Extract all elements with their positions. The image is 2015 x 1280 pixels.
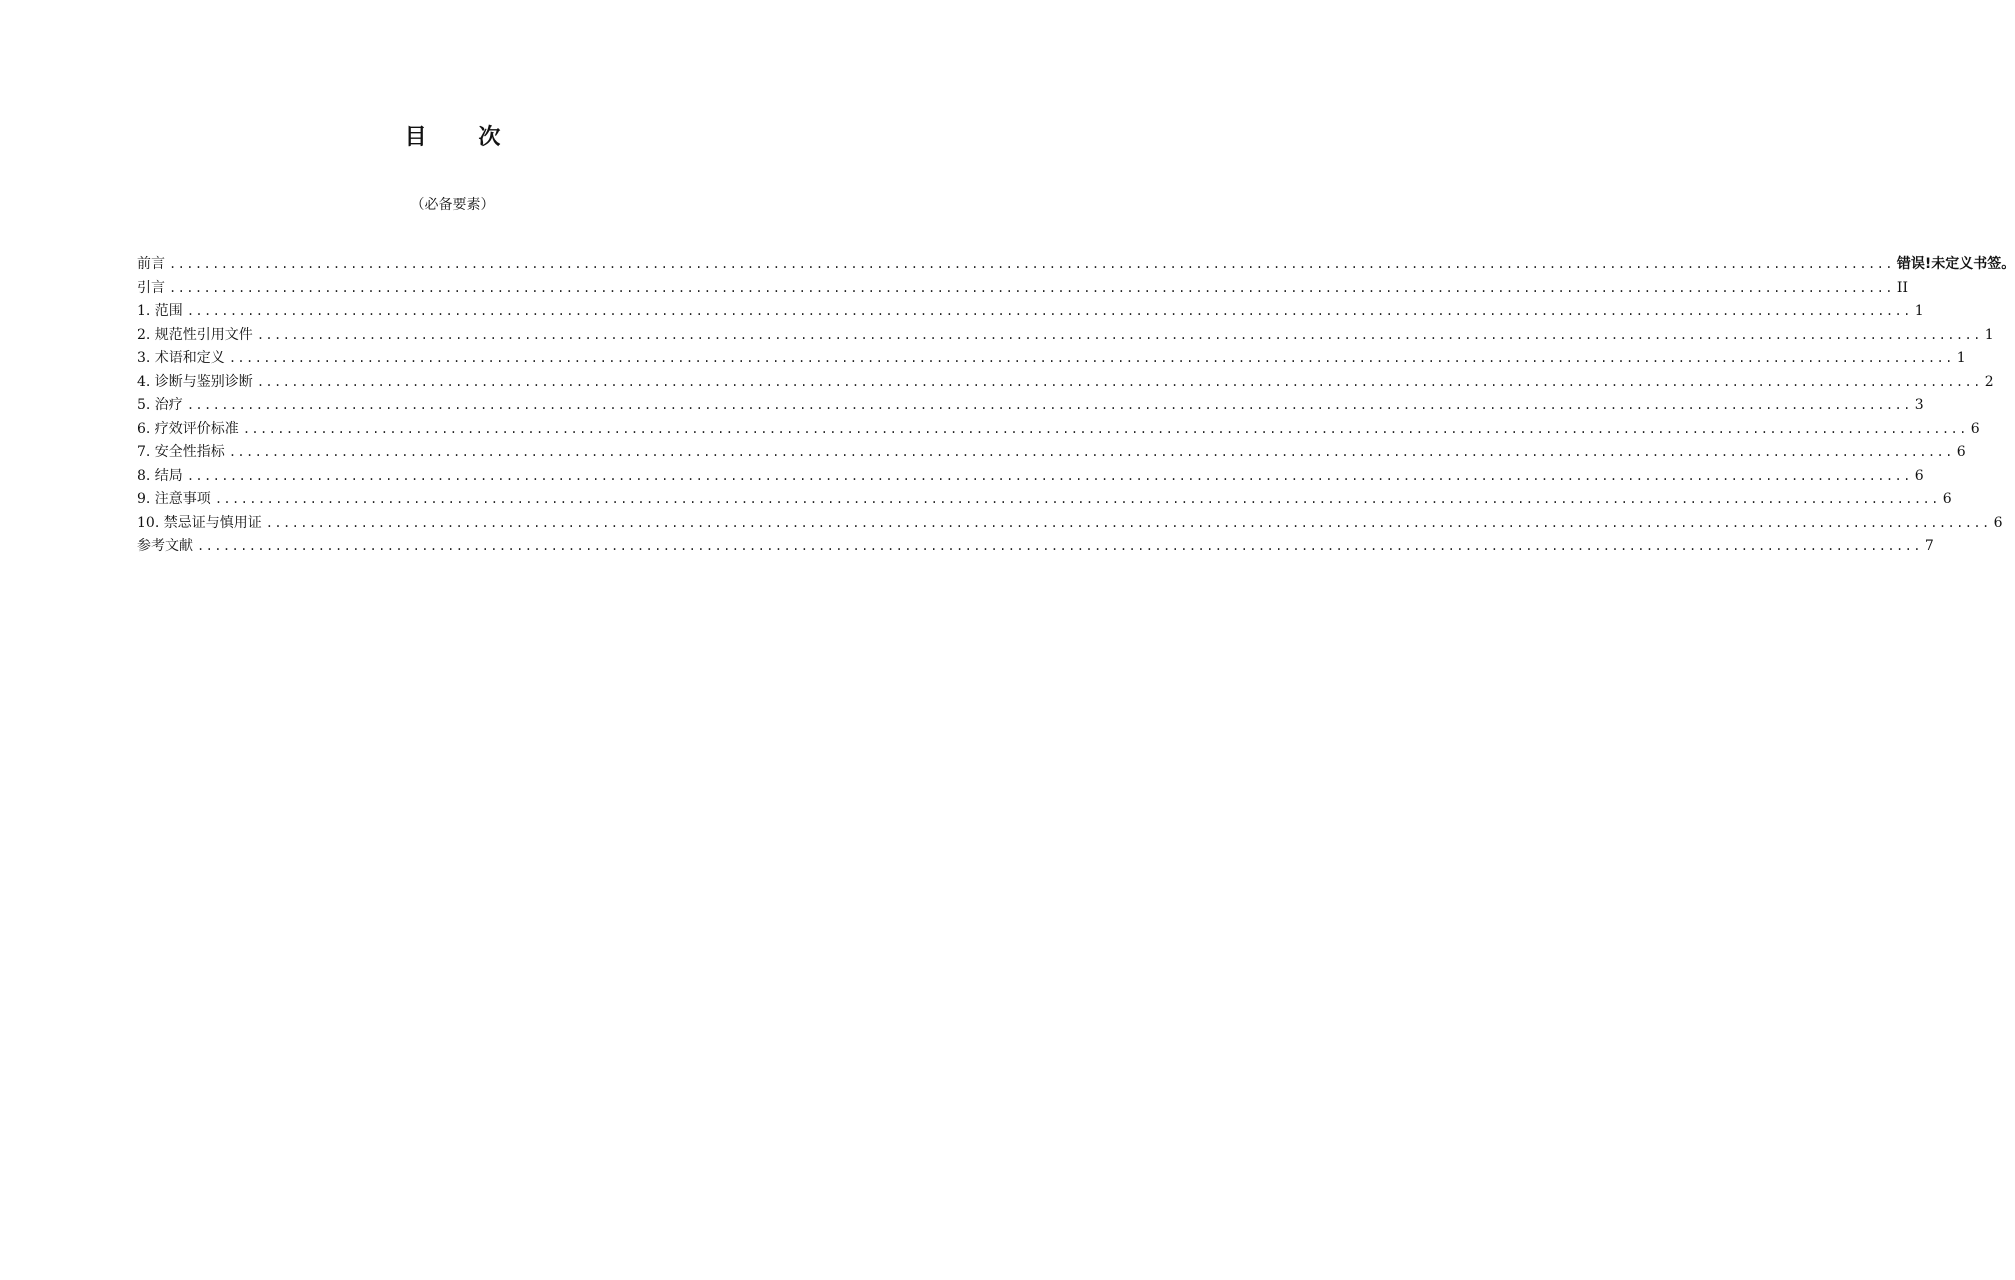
toc-entry[interactable]	[137, 394, 1924, 418]
toc-dot-leader: ........................................................................................................................................................................................................	[186, 468, 1912, 483]
toc-entry[interactable]	[137, 488, 1952, 512]
toc-entry-label: 参考文献	[137, 538, 193, 554]
toc-entry-page: 1	[1914, 303, 1924, 319]
toc-entry-page: 3	[1914, 397, 1924, 413]
toc-entry[interactable]	[137, 465, 1924, 489]
toc-entry[interactable]	[137, 300, 1924, 324]
toc-dot-leader: ........................................................................................................................................................................................................	[197, 539, 1922, 553]
toc-entry[interactable]	[137, 253, 2015, 277]
toc-entry-page: 6	[1942, 491, 1952, 507]
toc-entry-page: 6	[1993, 514, 2003, 531]
toc-entry-label: 7. 安全性指标	[137, 444, 225, 460]
toc-dot-leader: ........................................................................................................................................................................................................	[186, 398, 1912, 412]
toc-entry-label: 1. 范围	[137, 303, 183, 319]
toc-entry-label: 5. 治疗	[137, 397, 183, 413]
toc-dot-leader: ........................................................................................................................................................................................................	[256, 374, 1982, 389]
toc-entry-page: 6	[1914, 467, 1924, 484]
toc-entry-label: 2. 规范性引用文件	[137, 326, 253, 343]
toc-entry-page: 1	[1984, 326, 1994, 343]
toc-entry[interactable]	[137, 535, 1934, 559]
toc-entry-page: 6	[1956, 444, 1966, 460]
toc-dot-leader: ........................................................................................................................................................................................................	[228, 445, 1954, 459]
toc-entry-page: 1	[1956, 350, 1966, 366]
toc-entry-label: 3. 术语和定义	[137, 350, 225, 366]
toc-entry[interactable]	[137, 324, 1994, 348]
toc-entry-page: 错误!未定义书签。	[1896, 256, 2015, 272]
toc-entry-label: 引言	[137, 279, 165, 296]
toc-entry[interactable]	[137, 512, 2003, 536]
toc-entry[interactable]	[137, 418, 1980, 442]
toc-entry-page: 6	[1970, 420, 1980, 437]
toc-dot-leader: ........................................................................................................................................................................................................	[214, 492, 1940, 506]
toc-dot-leader: ........................................................................................................................................................................................................	[186, 304, 1912, 318]
toc-dot-leader: ........................................................................................................................................................................................................	[265, 515, 1991, 530]
toc-entry[interactable]	[137, 347, 1966, 371]
toc-entry-label: 4. 诊断与鉴别诊断	[137, 373, 253, 390]
toc-entry-label: 8. 结局	[137, 467, 183, 484]
toc-entry-label: 9. 注意事项	[137, 491, 211, 507]
toc-entry-page: 2	[1984, 373, 1994, 390]
toc-dot-leader: ........................................................................................................................................................................................................	[169, 280, 1894, 295]
page-title: 目 次	[404, 124, 523, 150]
toc-dot-leader: ........................................................................................................................................................................................................	[228, 351, 1954, 365]
toc-dot-leader: ........................................................................................................................................................................................................	[169, 257, 1894, 271]
table-of-contents	[137, 253, 2015, 559]
page-subtitle: （必备要素）	[410, 197, 495, 213]
toc-entry[interactable]	[137, 371, 1994, 395]
toc-entry-page: II	[1896, 279, 1908, 296]
toc-entry-page: 7	[1924, 538, 1934, 554]
toc-entry-label: 10. 禁忌证与慎用证	[137, 514, 262, 531]
toc-entry[interactable]	[137, 277, 1908, 301]
toc-dot-leader: ........................................................................................................................................................................................................	[242, 421, 1968, 436]
toc-entry[interactable]	[137, 441, 1966, 465]
toc-entry-label: 6. 疗效评价标准	[137, 420, 239, 437]
toc-entry-label: 前言	[137, 256, 165, 272]
toc-dot-leader: ........................................................................................................................................................................................................	[256, 327, 1982, 342]
